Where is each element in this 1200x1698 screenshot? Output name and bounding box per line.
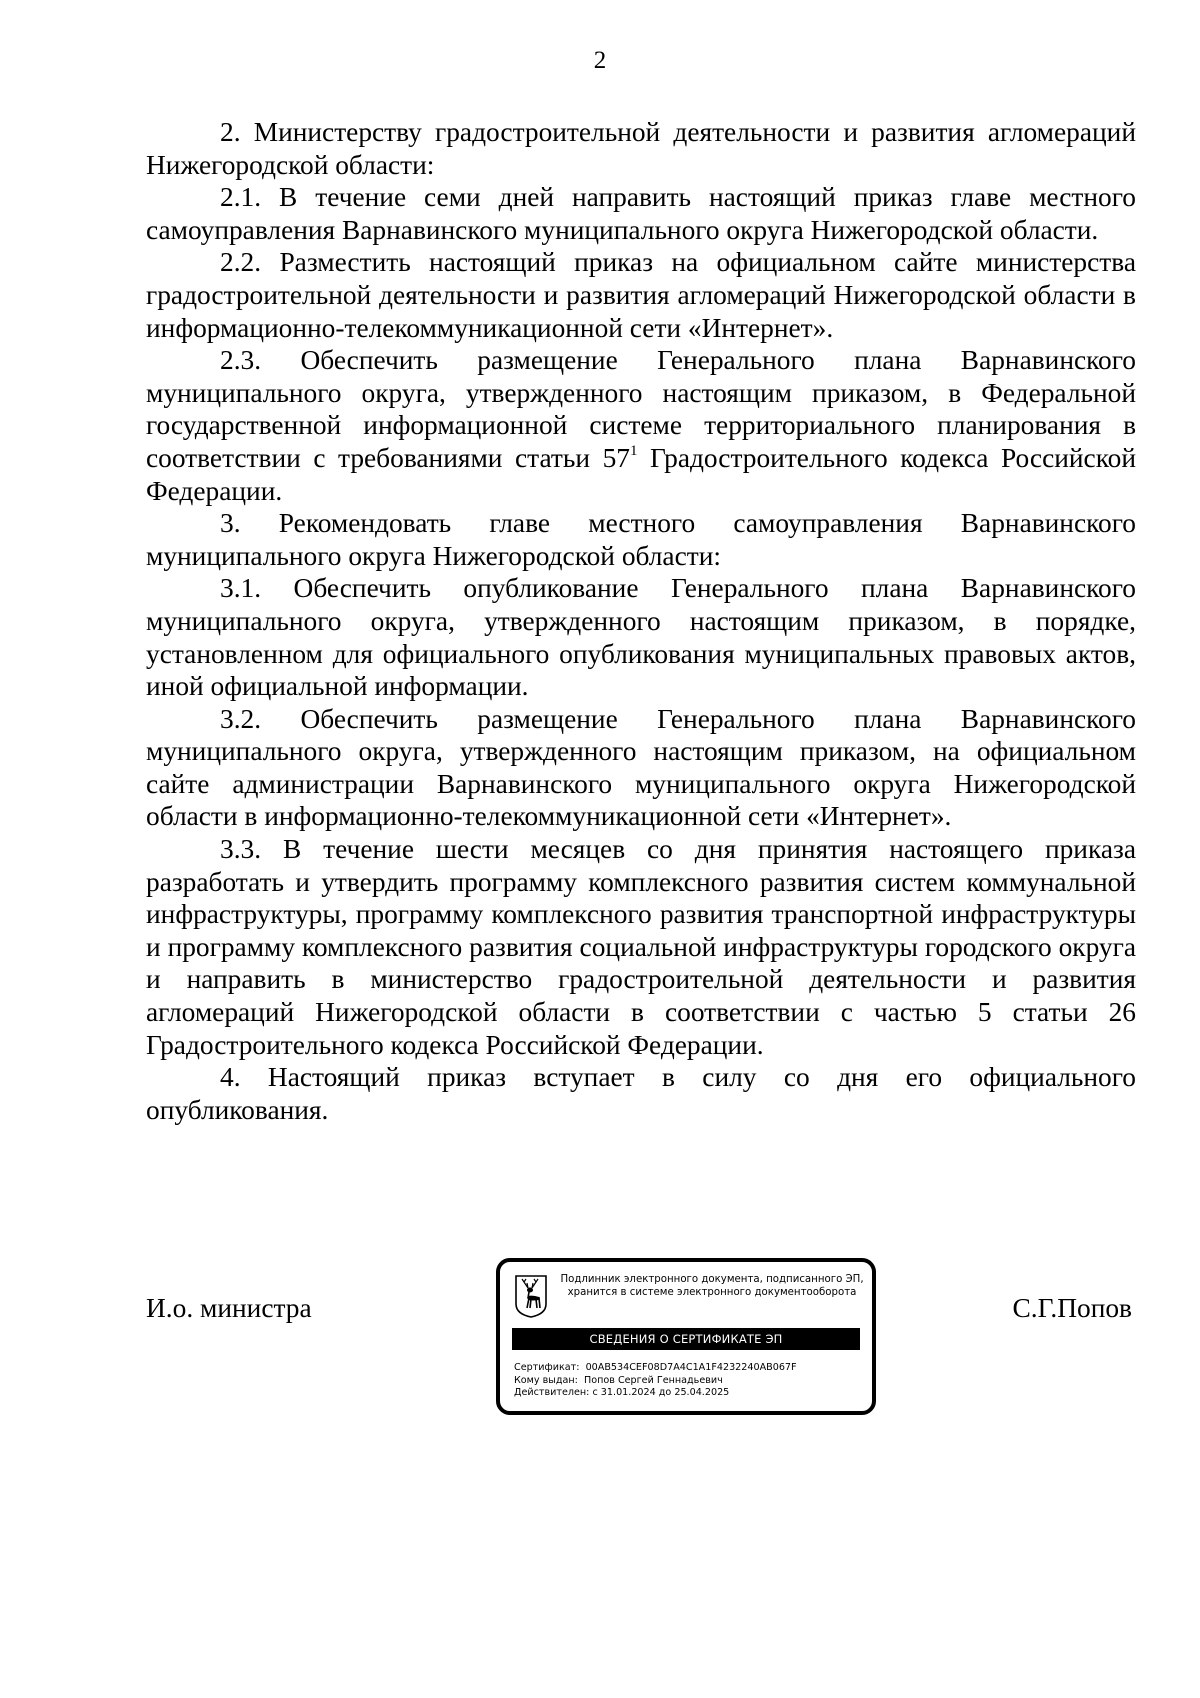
validity-label: Действителен: [514,1387,590,1399]
electronic-signature-stamp [496,1258,876,1415]
paragraph-2-3 [146,344,1136,507]
paragraph-2-3-text: 2.3. Обеспечить размещение Генерального плана Варнавинского муниципального округа, утвержденного настоящим приказом, в Федеральной государственной информационной системе территориального планирования в соответствии с требованиями статьи 57 [146,345,1136,473]
validity-value: с 31.01.2024 до 25.04.2025 [592,1387,730,1399]
paragraph-4: 4. Настоящий приказ вступает в силу со дня его официального опубликования. [146,1062,1136,1125]
article-superscript: 1 [629,442,638,459]
paragraph-3-3: 3.3. В течение шести месяцев со дня принятия настоящего приказа разработать и утвердить программу комплексного развития систем коммунальной инфраструктуры, программу комплексного развития транспортной инфраструктуры и программу комплексного развития социальной инфраструктуры городского округа и направить в министерство градостроительной деятельности и развития агломераций Нижегородской области в соответствии с частью 5 статьи 26 Градостроительного кодекса Российской Федерации. [146,834,1136,1060]
paragraph-2-3-tail: Градостроительного кодекса Российской Федерации. [146,442,1136,506]
paragraph-2-1: 2.1. В течение семи дней направить настоящий приказ главе местного самоуправления Варнавинского муниципального округа Нижегородской области. [146,182,1136,245]
certificate-row [514,1362,864,1375]
signer-role: И.о. министра [146,1293,312,1323]
stamp-header-text: Подлинник электронного документа, подписанного ЭП, хранится в системе электронного документооборота [560,1274,864,1298]
issued-to-label: Кому выдан: [514,1374,578,1386]
certificate-info-title: СВЕДЕНИЯ О СЕРТИФИКАТЕ ЭП [512,1328,860,1350]
signer-name: С.Г.Попов [1012,1293,1132,1323]
paragraph-3-1: 3.1. Обеспечить опубликование Генерального плана Варнавинского муниципального округа, утвержденного настоящим приказом, в порядке, установленном для официального опубликования муниципальных правовых актов, иной официальной информации. [146,573,1136,702]
certificate-label: Сертификат: [514,1362,580,1373]
paragraph-3: 3. Рекомендовать главе местного самоуправления Варнавинского муниципального округа Нижегородской области: [146,508,1136,571]
page-number: 2 [593,47,607,74]
validity-row [514,1387,864,1400]
paragraph-3-2: 3.2. Обеспечить размещение Генерального плана Варнавинского муниципального округа, утвержденного настоящим приказом, на официальном сайте администрации Варнавинского муниципального округа Нижегородской области в информационно-телекоммуникационной сети «Интернет». [146,703,1136,832]
issued-to-value: Попов Сергей Геннадьевич [584,1374,723,1386]
paragraph-2-2: 2.2. Разместить настоящий приказ на официальном сайте министерства градостроительной деятельности и развития агломераций Нижегородской области в информационно-телекоммуникационной сети «Интернет». [146,247,1136,343]
certificate-value: 00AB534CEF08D7A4C1A1F4232240AB067F [585,1362,797,1373]
nizhny-novgorod-deer-emblem-icon [514,1274,548,1318]
certificate-details [514,1362,864,1400]
paragraph-2: 2. Министерству градостроительной деятельности и развития агломераций Нижегородской области: [146,117,1136,180]
document-body [146,116,1136,1126]
issued-to-row [514,1375,864,1388]
